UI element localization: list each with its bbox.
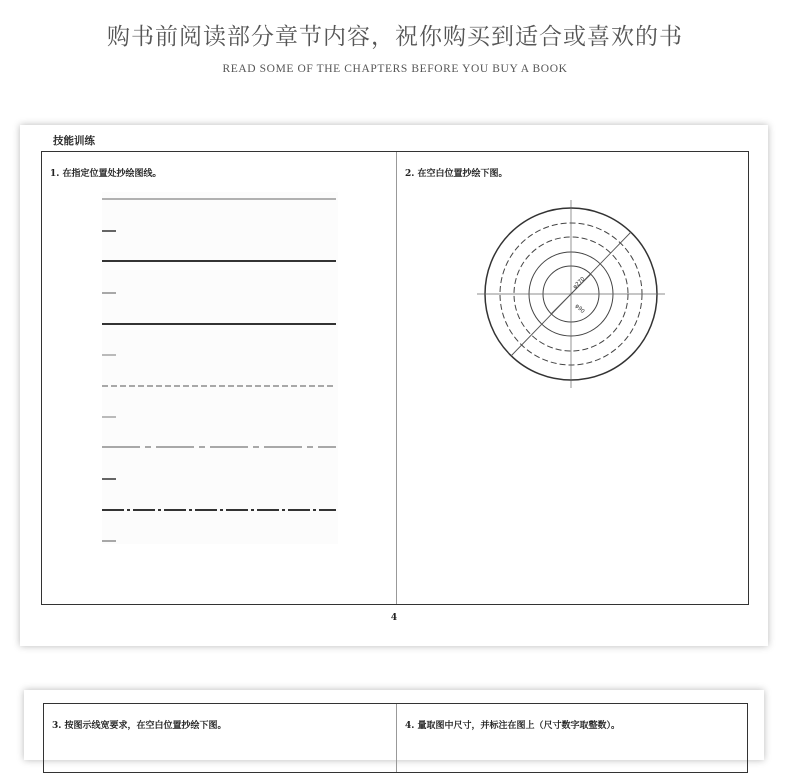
banner-subtitle: READ SOME OF THE CHAPTERS BEFORE YOU BUY A BOOK [222, 63, 568, 75]
banner-title: 购书前阅读部分章节内容，祝你购买到适合或喜欢的书 [107, 24, 683, 50]
question-1: 1. 在指定位置处抄绘图线。 [50, 169, 162, 179]
question-4: 4. 量取图中尺寸，并标注在图上（尺寸数字取整数）。 [405, 721, 621, 731]
dimension-label-inner: φ270 [572, 276, 587, 291]
question-2: 2. 在空白位置抄绘下图。 [405, 169, 508, 179]
exercise-frame-2 [43, 703, 748, 773]
line-types-drawing [102, 192, 338, 544]
dimension-label-outer: φ90 [573, 303, 586, 315]
column-divider-2 [396, 704, 397, 772]
exercise-frame [41, 151, 749, 605]
section-heading: 技能训练 [53, 135, 95, 147]
column-divider [396, 152, 397, 604]
page-number: 4 [390, 613, 398, 623]
exercise-page-1 [20, 125, 768, 646]
question-3: 3. 按图示线宽要求，在空白位置抄绘下图。 [52, 721, 227, 731]
concentric-circle-drawing [471, 194, 671, 394]
